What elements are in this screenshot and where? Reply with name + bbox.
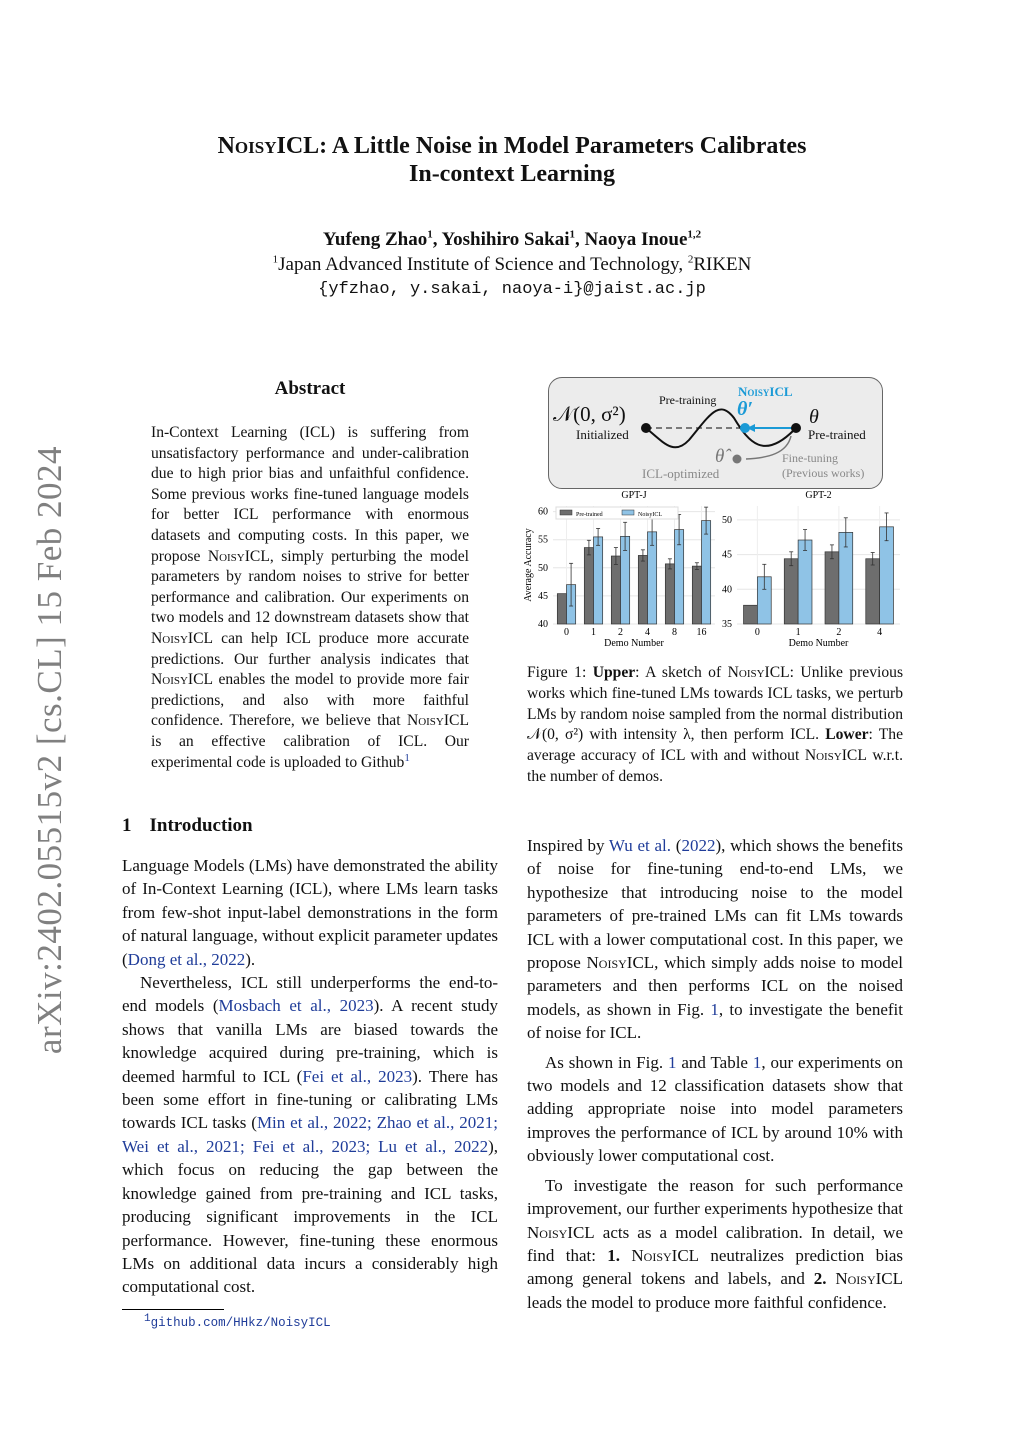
bar-pre-trained [611, 556, 620, 624]
text-run: : The average accuracy of ICL with and without [527, 726, 903, 765]
text-run: , to investigate the benefit of noise for ICL. [527, 999, 904, 1043]
x-tick-label: 4 [877, 627, 883, 638]
init-point [641, 423, 651, 433]
section-heading-introduction [122, 815, 271, 837]
method-name: NoisyICL [406, 712, 469, 730]
text-run: leads the model to produce more faithful confidence. [527, 1292, 887, 1312]
bar-noisyicl [702, 521, 711, 624]
abstract-text [151, 423, 469, 773]
author-name: Yoshihiro Sakai [441, 229, 570, 250]
footnote [144, 1312, 331, 1330]
text-run: w.r.t. the number of demos. [527, 747, 903, 785]
method-name: NoisyICL [527, 1222, 595, 1242]
y-tick-label: 45 [538, 590, 548, 602]
paragraph [527, 834, 903, 1045]
bar-pre-trained [692, 566, 701, 624]
text-run[interactable]: 1 [404, 751, 410, 764]
x-tick-label: 0 [754, 627, 760, 638]
y-tick-label: 50 [538, 562, 548, 574]
text-run: In-Context Learning (ICL) is suffering from unsatisfactory performance and under-calibration due to high prior bias and unfaithful confidence. Some previous works fine-tuned language models for better ICL performance with enormous datasets and computing costs. In this paper, we propose [151, 424, 469, 565]
x-tick-label: 2 [618, 627, 623, 638]
x-tick-label: 8 [672, 627, 677, 638]
text-run: ). There has been some effort in fine-tuning or calibrating LMs towards ICL tasks ( [122, 1066, 498, 1133]
finetuning-label: Fine-tuning [782, 451, 838, 465]
y-tick-label: 35 [722, 619, 732, 630]
text-run: Nevertheless, ICL still underperforms the end-to-end models ( [122, 973, 498, 1016]
y-tick-label: 40 [722, 584, 732, 596]
citation-link[interactable]: Fei et al., 2023 [302, 1066, 413, 1086]
text-run: acts as a model calibration. In detail, we find that: [527, 1222, 903, 1265]
method-name: NoisyICL [631, 1245, 700, 1265]
text-run: : A sketch of [635, 664, 728, 681]
pretraining-label: Pre-training [659, 393, 717, 407]
citation-link[interactable]: Mosbach et al., 2023 [218, 996, 374, 1016]
bar-pre-trained [866, 559, 880, 624]
text-run: can help ICL produce more accurate predictions. Our further analysis indicates that [151, 629, 469, 668]
method-name: NoisyICL [151, 671, 214, 689]
y-tick-label: 40 [538, 619, 548, 630]
title-noisyicl: NoisyICL [217, 133, 320, 159]
title-line1: : A Little Noise in Model Parameters Calibrates [319, 133, 807, 159]
bar-noisyicl [798, 540, 812, 624]
y-tick-label: 55 [538, 534, 548, 546]
x-axis-label: Demo Number [788, 638, 849, 649]
text-run: enables the model to provide more fair predictions, and also with more faithful confidence. Therefore, we believe that [151, 671, 469, 730]
x-tick-label: 2 [836, 627, 842, 638]
bar-pre-trained [665, 564, 674, 624]
previous-works-label: (Previous works) [782, 466, 865, 480]
init-distribution: 𝒩(0, σ²) [553, 402, 626, 426]
paragraph [122, 971, 498, 1299]
text-run: 2. [813, 1269, 827, 1289]
author-emails: {yfzhao, y.sakai, naoya-i}@jaist.ac.jp [318, 280, 706, 299]
figure-caption [527, 663, 903, 788]
theta: θ [809, 406, 819, 428]
noisy-point [740, 423, 750, 433]
paragraph [527, 1051, 903, 1168]
icl-optimized-point [733, 455, 742, 464]
bar-pre-trained [784, 559, 798, 624]
citation-link[interactable]: 1 [710, 999, 719, 1019]
intro-right-column [527, 834, 903, 1314]
method-name: NoisyICL [835, 1269, 903, 1289]
method-name: NoisyICL [207, 547, 270, 565]
figure-sketch [548, 377, 883, 489]
x-tick-label: 1 [795, 627, 801, 638]
y-tick-label: 60 [538, 506, 548, 518]
text-run: is an effective calibration of ICL. Our experimental code is uploaded to Github [151, 732, 469, 771]
pretrained-point [791, 423, 801, 433]
chart-title: GPT-J [621, 490, 647, 501]
text-run: , which simply adds noise to model parameters and then performs ICL on the noised models, as shown in Fig. [527, 953, 904, 1019]
text-run: Inspired by [527, 836, 609, 855]
method-name: NoisyICL [586, 953, 655, 973]
y-axis-label: Average Accuracy [523, 528, 534, 602]
footnote-link[interactable]: github.com/HHkz/NoisyICL [150, 1316, 331, 1330]
intro-left-column [122, 854, 498, 1299]
text-run: ( [671, 836, 682, 855]
text-run: Lower [825, 726, 869, 744]
abstract-heading: Abstract [274, 378, 346, 399]
affil-sup: 2 [687, 253, 694, 266]
x-tick-label: 1 [591, 627, 596, 638]
footnote-divider [122, 1309, 224, 1310]
text-run: Upper [592, 664, 636, 681]
text-run: Figure 1: [527, 664, 593, 681]
legend-label: NoisyICL [638, 512, 662, 518]
text-run: , simply perturbing the model parameters by random noises to strive for better performance and calibration. Our experiments on two models and 12 downstream datasets show that [151, 547, 469, 627]
affil-inst: Japan Advanced Institute of Science and Technology, [278, 254, 688, 275]
text-run: Language Models (LMs) have demonstrated the ability of In-Context Learning (ICL), where LMs learn tasks from few-shot input-label demonstrations in the form of natural language, without explicit parameter updates ( [122, 856, 498, 969]
citation-link[interactable]: 1 [752, 1052, 762, 1072]
text-run: As shown in Fig. [545, 1052, 668, 1072]
arxiv-identifier: arXiv:2402.05515v2 [cs.CL] 15 Feb 2024 [30, 445, 69, 1055]
y-tick-label: 45 [722, 549, 732, 561]
text-run: : Unlike previous works which fine-tuned LMs towards ICL tasks, we perturb LMs by random noise sampled from the normal distribution 𝒩(0, σ²) with intensity λ, then perform ICL. [527, 664, 904, 744]
y-tick-label: 50 [722, 514, 732, 526]
author-sup: 1 [569, 228, 575, 241]
method-name: NoisyICL [727, 664, 790, 681]
affil-sup: 1 [272, 253, 279, 266]
text-run: To investigate the reason for such performance improvement, our further experiments hypothesize that [527, 1175, 903, 1219]
text-run: and Table [676, 1052, 753, 1072]
author-name: Yufeng Zhao [322, 229, 428, 250]
text-run: ). [245, 949, 256, 969]
legend-swatch [622, 510, 634, 515]
affil-inst: RIKEN [693, 254, 752, 275]
icl-optimized-label: ICL-optimized [642, 466, 720, 481]
bar-pre-trained [584, 548, 593, 624]
author-sup: 1 [427, 228, 433, 241]
text-run: ), which shows the benefits of noise for fine-tuning end-to-end LMs, we hypothesize that introducing noise to the model parameters of pre-trained LMs can fit LMs towards ICL with a lower computational cost. In this paper, we propose [527, 836, 903, 973]
citation-link[interactable]: 1 [667, 1052, 677, 1072]
text-run: ). A recent study shows that vanilla LMs are biased towards the knowledge acquired during pre-training, which is deemed harmful to ICL ( [122, 996, 499, 1086]
citation-link[interactable]: Dong et al., 2022 [127, 949, 246, 969]
bar-pre-trained [825, 552, 839, 624]
authors: Yufeng Zhao$^1$, Yoshihiro Sakai$^1$, Naoya Inoue$^{1,2}$ [322, 228, 702, 250]
bar-noisyicl [880, 527, 894, 624]
chart-title: GPT-2 [805, 490, 832, 501]
text-run: neutralizes prediction bias among general tokens and labels, and [527, 1245, 903, 1289]
footnote-number: 1 [144, 1312, 151, 1325]
theta-prime: θ′ [737, 398, 754, 420]
x-axis-label: Demo Number [604, 638, 664, 649]
x-tick-label: 4 [645, 627, 650, 638]
noisyicl-label: NoisyICL [738, 384, 793, 399]
bar-pre-trained [744, 605, 758, 624]
legend-swatch [560, 510, 572, 515]
title-line2: In-context Learning [409, 161, 615, 187]
legend-label: Pre-trained [576, 512, 603, 518]
x-tick-label: 0 [564, 627, 569, 638]
text-run [826, 1269, 835, 1288]
section-title: Introduction [149, 815, 253, 836]
text-run [620, 1246, 631, 1265]
author-sup: 1,2 [687, 228, 702, 241]
author-name: Naoya Inoue [584, 229, 688, 250]
citation-link[interactable]: Min et al., 2022; Zhao et al., 2021; Wei et al., 2021; Fei et al., 2023; Lu et al., 2022 [122, 1113, 498, 1156]
bar-pre-trained [557, 594, 566, 624]
affiliation [0, 254, 1024, 276]
paragraph [122, 854, 498, 971]
bar-pre-trained [638, 555, 647, 624]
paper-title [0, 132, 1024, 188]
bar-noisyicl [594, 537, 603, 624]
section-number: 1 [122, 815, 132, 836]
method-name: NoisyICL [151, 629, 214, 647]
x-tick-label: 16 [696, 627, 707, 638]
citation-link[interactable]: Wu et al. [608, 836, 672, 855]
theta-hat: θ̂ [715, 446, 725, 467]
method-name: NoisyICL [804, 747, 867, 765]
citation-link[interactable]: 2022 [681, 836, 716, 855]
initialized-label: Initialized [576, 427, 629, 442]
pretrained-label: Pre-trained [808, 427, 866, 442]
text-run: ), which focus on reducing the gap between the knowledge gained from pre-training and ICL tasks, producing significant improvements in the ICL performance. However, fine-tuning these enormous LMs on additional data incurs a considerably high computational cost. [122, 1136, 498, 1297]
paragraph [527, 1174, 903, 1314]
accuracy-charts [520, 486, 910, 652]
text-run: , our experiments on two models and 12 classification datasets show that adding appropriate noise into model parameters improves the performance of ICL by around 10% with obviously lower computational cost. [527, 1052, 904, 1166]
text-run: 1. [607, 1245, 621, 1265]
